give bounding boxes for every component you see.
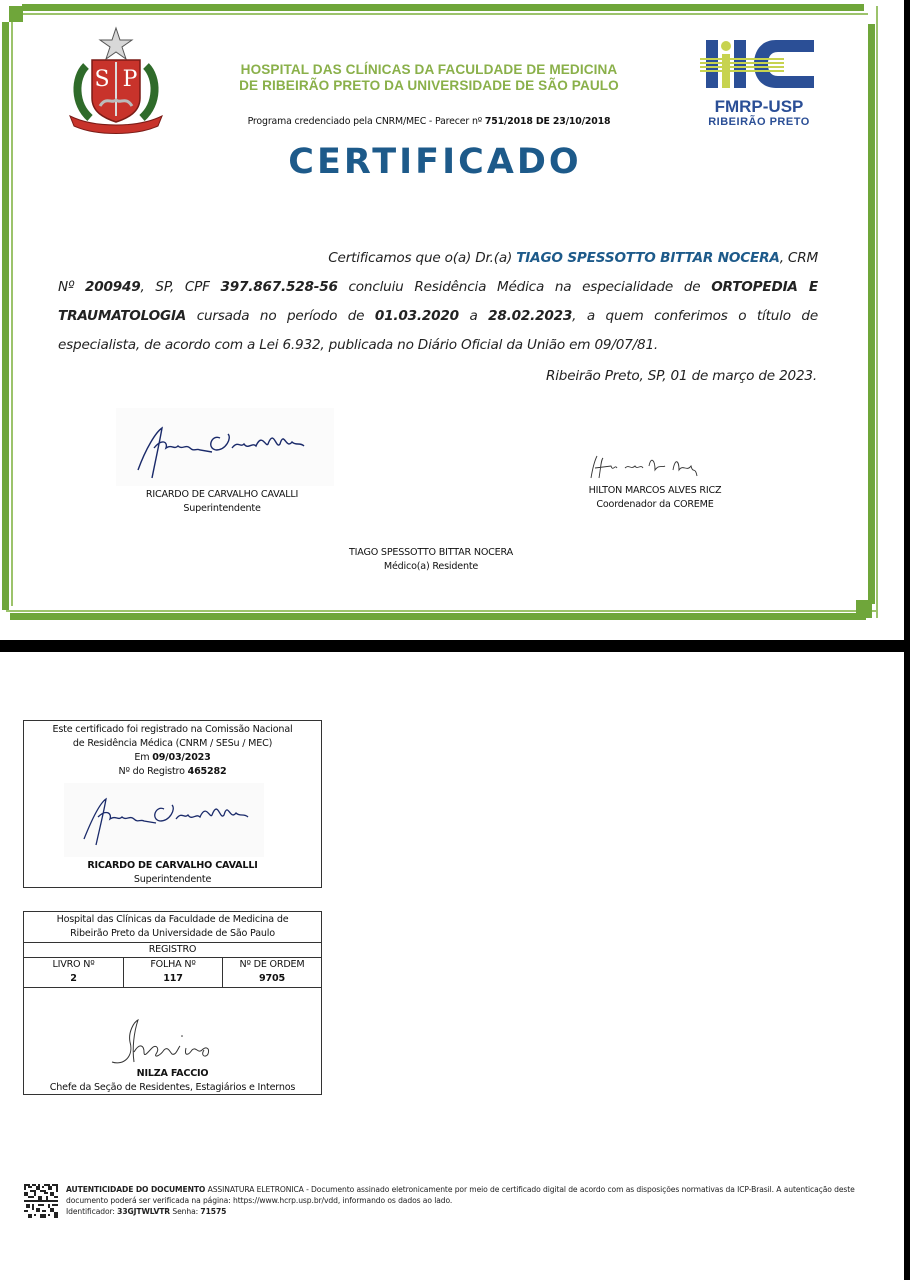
cell-label: Nº DE ORDEM	[239, 959, 305, 970]
border-right-inner	[876, 6, 878, 618]
body-text: a	[458, 308, 489, 324]
book-line1: Hospital das Clínicas da Faculdade de Medicina de	[56, 914, 289, 925]
signatory-ricardo	[112, 488, 332, 516]
crm-number: 200949	[84, 279, 141, 295]
border-left-inner	[11, 10, 13, 606]
page-edge	[904, 0, 910, 1280]
book-cell-ordem	[223, 958, 321, 986]
program-reference: 751/2018 DE 23/10/2018	[484, 116, 611, 127]
authenticity-text: ASSINATURA ELETRONICA - Documento assinado eletronicamente por meio de certificado digital de acordo com as disposições normativas da ICP-Brasil. A autenticação deste documento poderá ser verificada na página: https://www.hcrp.usp.br/vdd, informando os dados ao lado.	[66, 1185, 855, 1205]
sao-paulo-coat-of-arms-icon	[64, 26, 168, 134]
svg-text:S: S	[94, 67, 110, 92]
svg-text:P: P	[122, 67, 138, 92]
signatory-resident	[300, 546, 562, 574]
password-value: 71575	[200, 1207, 227, 1216]
signatory-name: HILTON MARCOS ALVES RICZ	[588, 485, 722, 496]
border-top-inner	[10, 13, 868, 15]
book-cell-livro	[24, 958, 123, 986]
border-corner	[9, 6, 23, 22]
cell-value: 2	[70, 973, 77, 984]
registration-line2: de Residência Médica (CNRM / SESu / MEC)	[72, 738, 273, 749]
book-signer-role: Chefe da Seção de Residentes, Estagiários e Internos	[49, 1082, 296, 1093]
institution-line1: HOSPITAL DAS CLÍNICAS DA FACULDADE DE MEDICINA	[240, 62, 618, 77]
institution-line2: DE RIBEIRÃO PRETO DA UNIVERSIDADE DE SÃO PAULO	[239, 78, 619, 93]
body-text: , a quem conferimos o título de especialista, de acordo com a Lei 6.932, publicada no Diário Oficial da União em 09/07/81.	[58, 308, 818, 353]
reg-prefix: Nº do Registro	[118, 766, 188, 777]
date-value: 09/03/2023	[152, 752, 211, 763]
body-text: , CRM	[779, 250, 818, 266]
signature-nilza-image	[104, 1012, 234, 1072]
end-date: 28.02.2023	[488, 308, 573, 324]
body-text: Nº	[58, 279, 85, 295]
body-line1	[58, 244, 818, 273]
cnrm-registration-box	[23, 720, 322, 888]
border-top	[22, 4, 864, 11]
cpf-number: 397.867.528-56	[220, 279, 338, 295]
border-right	[868, 24, 875, 604]
certificate-page	[0, 0, 904, 640]
divider	[24, 987, 321, 988]
reg-value: 465282	[187, 766, 227, 777]
program-accreditation	[200, 116, 658, 127]
border-left	[2, 22, 9, 610]
registration-date	[24, 751, 321, 765]
hc-fmrp-usp-logo	[698, 34, 820, 130]
body-text: concluiu Residência Médica na especialidade de	[337, 279, 712, 295]
body-text: cursada no período de	[186, 308, 375, 324]
logo-ribeirao-preto: RIBEIRÃO PRETO	[708, 116, 810, 128]
cell-label: FOLHA Nº	[150, 959, 196, 970]
place-date: Ribeirão Preto, SP, 01 de março de 2023.	[545, 368, 817, 384]
registration-signer-name: RICARDO DE CARVALHO CAVALLI	[87, 860, 258, 871]
password-label: Senha:	[170, 1207, 201, 1216]
signatory-name: TIAGO SPESSOTTO BITTAR NOCERA	[349, 547, 513, 558]
book-line2: Ribeirão Preto da Universidade de São Paulo	[70, 928, 275, 939]
identifier-label: Identificador:	[66, 1207, 118, 1216]
book-cell-folha	[124, 958, 222, 986]
date-prefix: Em	[134, 752, 153, 763]
body-text: , SP, CPF	[140, 279, 221, 295]
certificate-title: CERTIFICADO	[288, 142, 582, 182]
border-bottom	[10, 613, 866, 620]
authenticity-title: AUTENTICIDADE DO DOCUMENTO	[66, 1185, 206, 1194]
signatory-role: Superintendente	[183, 503, 261, 514]
page-separator	[0, 640, 904, 652]
body-text: Certificamos que o(a) Dr.(a)	[328, 250, 517, 266]
hospital-registry-box	[23, 911, 322, 1095]
registration-signer-role: Superintendente	[133, 874, 212, 885]
qr-code-icon[interactable]	[24, 1184, 58, 1218]
border-corner	[856, 600, 872, 618]
signature-ricardo-image	[64, 783, 264, 857]
hc-logo-mark-icon	[698, 34, 820, 94]
certificate-body	[58, 244, 818, 360]
cell-value: 9705	[259, 973, 285, 984]
document-authenticity	[66, 1184, 866, 1217]
program-prefix: Programa credenciado pela CNRM/MEC - Parecer nº	[247, 116, 485, 127]
signature-ricardo-image	[116, 408, 334, 486]
logo-fmrp-usp: FMRP-USP	[714, 97, 804, 116]
registration-number	[24, 765, 321, 779]
signature-hilton-image	[585, 452, 705, 482]
signatory-role: Coordenador da COREME	[596, 499, 714, 510]
registration-line1: Este certificado foi registrado na Comissão Nacional	[52, 724, 293, 735]
resident-name: TIAGO SPESSOTTO BITTAR NOCERA	[516, 250, 780, 266]
start-date: 01.03.2020	[374, 308, 459, 324]
identifier-value: 33GJTWLVTR	[117, 1207, 171, 1216]
signatory-role: Médico(a) Residente	[383, 561, 479, 572]
specialty: ORTOPEDIA E TRAUMATOLOGIA	[58, 279, 819, 324]
signatory-name: RICARDO DE CARVALHO CAVALLI	[145, 489, 299, 500]
institution-name	[200, 62, 658, 94]
cell-label: LIVRO Nº	[52, 959, 95, 970]
cell-value: 117	[163, 973, 183, 984]
signatory-hilton	[540, 484, 770, 512]
book-signer-name: NILZA FACCIO	[136, 1068, 209, 1079]
registry-section-label: REGISTRO	[148, 944, 197, 955]
border-bottom-inner	[6, 610, 876, 612]
